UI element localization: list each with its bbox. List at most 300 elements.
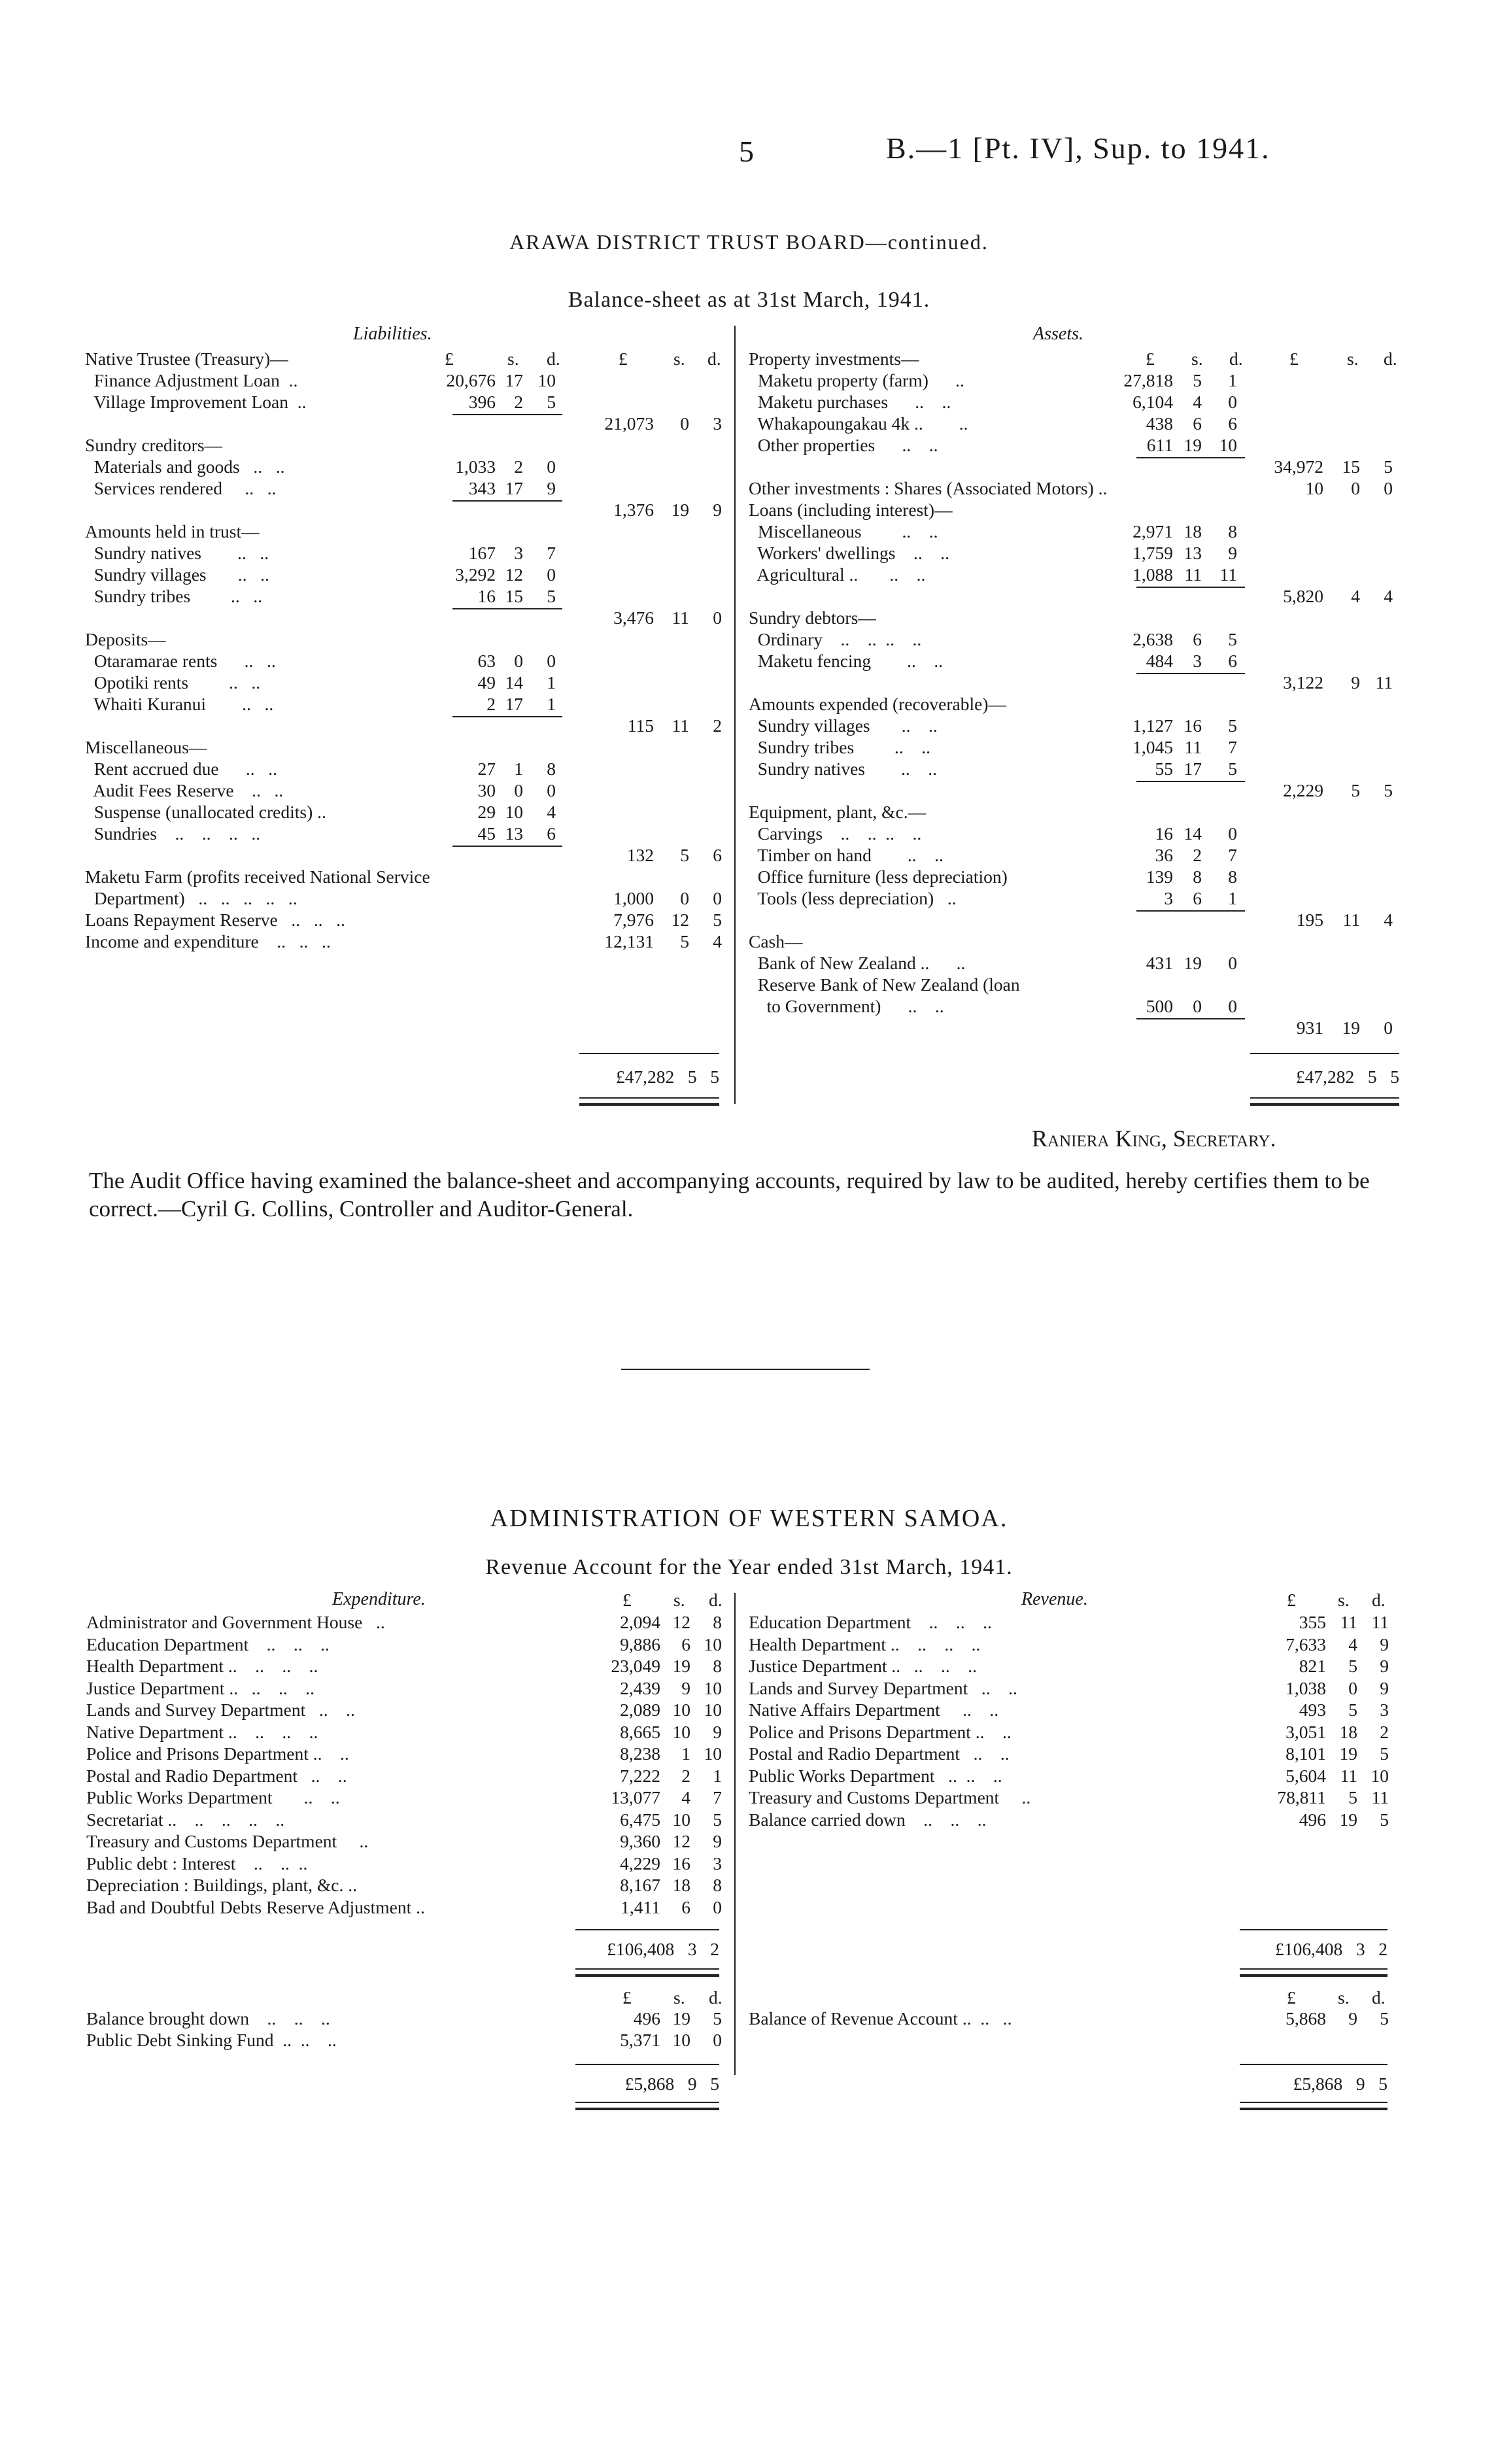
row-label: Sundry villages .. ..	[749, 715, 938, 736]
row-label: Materials and goods .. ..	[85, 456, 285, 477]
total-pounds: 2,229	[1283, 780, 1323, 800]
amount-pence: 10	[1370, 1765, 1389, 1786]
amount-pounds: 396	[468, 392, 496, 412]
amount-pounds: 1,045	[1132, 737, 1173, 757]
amount-pounds: 1,038	[1285, 1677, 1326, 1698]
row-label: Workers' dwellings .. ..	[749, 543, 949, 563]
amount-pounds: 1,127	[1132, 715, 1173, 736]
total-pounds: 931	[1296, 1018, 1323, 1038]
amount-pounds: 5,868	[1285, 2008, 1326, 2028]
amount-pence: 5	[1380, 2008, 1389, 2028]
total-shillings: 0	[680, 413, 689, 434]
amount-pounds: 2,638	[1132, 629, 1173, 649]
row-label: Native Affairs Department .. ..	[749, 1700, 999, 1720]
row-label: Maketu purchases .. ..	[749, 392, 951, 412]
amount-pounds: 63	[477, 651, 496, 671]
total-pence: 5	[1384, 780, 1393, 800]
row-label: Timber on hand .. ..	[749, 845, 944, 865]
amount-shillings: 17	[505, 478, 523, 498]
liabilities-total-double-rule	[579, 1097, 719, 1106]
row-label: Sundry natives .. ..	[85, 543, 269, 563]
total-pounds: 195	[1296, 910, 1323, 930]
row-label: Sundry tribes .. ..	[749, 737, 931, 757]
expenditure-heading: Expenditure.	[332, 1589, 426, 1609]
row-label: Public Works Department .. ..	[86, 1787, 340, 1807]
subtotal-rule	[452, 608, 562, 609]
row-label: Agricultural .. .. ..	[749, 564, 926, 585]
col-head-pence: d.	[709, 1987, 723, 2008]
row-label: Audit Fees Reserve .. ..	[85, 780, 284, 800]
amount-shillings: 12	[672, 1612, 690, 1632]
amount-pounds: 7,222	[620, 1765, 660, 1786]
revenue-heading: Revenue.	[1021, 1589, 1088, 1609]
amount-shillings: 17	[505, 694, 523, 714]
secretary-signature: Raniera King, Secretary.	[1032, 1125, 1276, 1152]
amount-shillings: 10	[672, 2030, 690, 2050]
row-label: Lands and Survey Department .. ..	[749, 1677, 1017, 1698]
amount-pounds: 611	[1146, 435, 1173, 455]
liabilities-heading: Liabilities.	[353, 324, 432, 344]
amount-pounds: 496	[1299, 1809, 1326, 1830]
amount-shillings: 16	[1183, 715, 1202, 736]
row-label: Suspense (unallocated credits) ..	[85, 802, 326, 822]
row-label: Education Department .. .. ..	[749, 1612, 992, 1632]
subtotal-rule	[1136, 1018, 1245, 1019]
total-pounds: 7,976	[613, 910, 654, 930]
amount-pence: 7	[1228, 845, 1237, 865]
total-shillings: 19	[1342, 1018, 1360, 1038]
row-label: Miscellaneous .. ..	[749, 521, 938, 541]
subtotal-rule	[1136, 910, 1245, 912]
total-shillings: 11	[672, 715, 689, 736]
row-label: Amounts held in trust—	[85, 521, 260, 541]
total-pounds: 1,376	[613, 500, 654, 520]
amount-shillings: 2	[1193, 845, 1202, 865]
amount-pence: 5	[1380, 1743, 1389, 1764]
row-label: Other properties .. ..	[749, 435, 938, 455]
amount-shillings: 2	[514, 456, 523, 477]
amount-pence: 0	[547, 564, 556, 585]
row-label: Finance Adjustment Loan ..	[85, 370, 298, 390]
amount-pounds: 343	[468, 478, 496, 498]
row-label: Postal and Radio Department .. ..	[86, 1765, 347, 1786]
amount-pence: 0	[1228, 823, 1237, 844]
amount-shillings: 3	[514, 543, 523, 563]
amount-pounds: 1,033	[455, 456, 496, 477]
amount-pence: 1	[713, 1765, 722, 1786]
page-reference: B.—1 [Pt. IV], Sup. to 1941.	[886, 131, 1270, 165]
amount-pounds: 8,167	[620, 1875, 660, 1895]
col-head-shilling: s.	[1347, 349, 1359, 369]
total-pence: 11	[1375, 672, 1393, 693]
amount-pence: 10	[704, 1634, 722, 1654]
amount-pence: 5	[547, 586, 556, 606]
col-head-pound: £	[619, 349, 628, 369]
total-pounds: 3,476	[613, 607, 654, 628]
amount-shillings: 19	[672, 1656, 690, 1676]
amount-shillings: 4	[1193, 392, 1202, 412]
amount-pence: 6	[1228, 413, 1237, 434]
amount-shillings: 12	[672, 1831, 690, 1851]
amount-pounds: 27	[477, 759, 496, 779]
amount-pounds: 45	[477, 823, 496, 844]
total-pence: 9	[713, 500, 722, 520]
row-label: Administrator and Government House ..	[86, 1612, 385, 1632]
row-label: Postal and Radio Department .. ..	[749, 1743, 1010, 1764]
amount-shillings: 18	[1339, 1721, 1357, 1742]
amount-pence: 2	[1380, 1721, 1389, 1742]
amount-shillings: 19	[672, 2008, 690, 2028]
amount-pence: 0	[1228, 996, 1237, 1016]
col-head-shilling: s.	[1338, 1987, 1350, 2008]
amount-pounds: 8,238	[620, 1743, 660, 1764]
total-shillings: 15	[1342, 456, 1360, 477]
total-shillings: 11	[672, 607, 689, 628]
amount-shillings: 4	[1348, 1634, 1357, 1654]
revenue-lower-total-rule	[1240, 2064, 1387, 2065]
total-pounds: 21,073	[604, 413, 654, 434]
total-pounds: 1,000	[613, 888, 654, 908]
total-pounds: 132	[626, 845, 654, 865]
col-head-pound: £	[1287, 1987, 1296, 2008]
amount-shillings: 10	[672, 1700, 690, 1720]
assets-total: £47,282 5 5	[1295, 1067, 1399, 1087]
row-label: Sundry natives .. ..	[749, 759, 937, 779]
amount-pence: 10	[704, 1743, 722, 1764]
amount-shillings: 13	[1183, 543, 1202, 563]
row-label: Police and Prisons Department .. ..	[86, 1743, 349, 1764]
amount-shillings: 6	[681, 1896, 690, 1917]
amount-shillings: 9	[681, 1677, 690, 1698]
row-label: Ordinary .. .. .. ..	[749, 629, 922, 649]
amount-pence: 10	[1219, 435, 1237, 455]
amount-pounds: 496	[633, 2008, 660, 2028]
amount-shillings: 6	[1193, 629, 1202, 649]
row-label: Sundries .. .. .. ..	[85, 823, 261, 844]
amount-pence: 5	[713, 2008, 722, 2028]
amount-pence: 0	[547, 780, 556, 800]
total-pounds: 115	[627, 715, 654, 736]
amount-pence: 0	[547, 651, 556, 671]
amount-pounds: 1,411	[621, 1896, 660, 1917]
total-shillings: 0	[680, 888, 689, 908]
amount-pence: 9	[713, 1721, 722, 1742]
amount-shillings: 6	[1193, 888, 1202, 908]
amount-pence: 9	[547, 478, 556, 498]
row-label: Amounts expended (recoverable)—	[749, 694, 1007, 714]
total-shillings: 9	[1351, 672, 1360, 693]
total-pounds: 34,972	[1274, 456, 1323, 477]
amount-pence: 1	[547, 694, 556, 714]
samoa-title: ADMINISTRATION OF WESTERN SAMOA.	[490, 1505, 1008, 1532]
total-pence: 4	[1384, 910, 1393, 930]
balance-sheet-divider	[734, 326, 736, 1104]
section-separator	[621, 1369, 870, 1370]
amount-pounds: 2,439	[620, 1677, 660, 1698]
total-pence: 0	[1384, 478, 1393, 498]
amount-pence: 5	[1228, 759, 1237, 779]
amount-shillings: 2	[514, 392, 523, 412]
liabilities-total: £47,282 5 5	[615, 1067, 719, 1087]
row-label: Bad and Doubtful Debts Reserve Adjustment ..	[86, 1896, 425, 1917]
expenditure-total-rule	[575, 1929, 719, 1930]
amount-pence: 9	[1380, 1656, 1389, 1676]
row-label: Health Department .. .. .. ..	[749, 1634, 981, 1654]
arawa-title: ARAWA DISTRICT TRUST BOARD—continued.	[509, 230, 989, 254]
amount-pounds: 4,229	[620, 1853, 660, 1874]
subtotal-rule	[452, 716, 562, 717]
amount-pence: 8	[713, 1612, 722, 1632]
amount-pounds: 16	[477, 586, 496, 606]
amount-pence: 7	[1228, 737, 1237, 757]
subtotal-rule	[1136, 781, 1245, 782]
subtotal-rule	[1136, 673, 1245, 674]
total-pence: 0	[713, 607, 722, 628]
row-label: Deposits—	[85, 629, 166, 649]
amount-pounds: 9,886	[620, 1634, 660, 1654]
amount-pounds: 16	[1155, 823, 1173, 844]
amount-shillings: 5	[1193, 370, 1202, 390]
amount-pounds: 9,360	[620, 1831, 660, 1851]
amount-shillings: 19	[1339, 1809, 1357, 1830]
amount-pounds: 2	[486, 694, 496, 714]
row-label: Treasury and Customs Department ..	[86, 1831, 369, 1851]
col-head-shilling: s.	[1338, 1590, 1350, 1610]
row-label: Otaramarae rents .. ..	[85, 651, 276, 671]
total-shillings: 0	[1351, 478, 1360, 498]
amount-pence: 0	[713, 1896, 722, 1917]
subtotal-rule	[452, 414, 562, 415]
row-label: Balance of Revenue Account .. .. ..	[749, 2008, 1012, 2028]
row-label: Bank of New Zealand .. ..	[749, 953, 966, 973]
amount-pounds: 3	[1164, 888, 1173, 908]
row-label: Native Trustee (Treasury)—	[85, 349, 288, 369]
total-pence: 4	[713, 931, 722, 951]
audit-certificate: The Audit Office having examined the balance-sheet and accompanying accounts, required by law to be audited, hereby certifies them to be correct.—Cyril G. Collins, Controller and Auditor-General.	[89, 1168, 1370, 1222]
amount-pounds: 27,818	[1123, 370, 1173, 390]
amount-pence: 6	[547, 823, 556, 844]
col-head-pence: d.	[709, 1590, 723, 1610]
row-label: Opotiki rents .. ..	[85, 672, 261, 693]
col-head-shilling: s.	[673, 349, 685, 369]
amount-pounds: 8,101	[1285, 1743, 1326, 1764]
amount-shillings: 9	[1348, 2008, 1357, 2028]
amount-shillings: 14	[505, 672, 523, 693]
total-shillings: 5	[680, 845, 689, 865]
amount-shillings: 10	[505, 802, 523, 822]
amount-pence: 8	[547, 759, 556, 779]
amount-pounds: 821	[1299, 1656, 1326, 1676]
amount-pence: 11	[1219, 564, 1237, 585]
amount-shillings: 1	[681, 1743, 690, 1764]
amount-shillings: 19	[1339, 1743, 1357, 1764]
row-label: Tools (less depreciation) ..	[749, 888, 957, 908]
amount-pounds: 5,604	[1285, 1765, 1326, 1786]
amount-pence: 0	[1228, 392, 1237, 412]
row-label: Maketu Farm (profits received National Service	[85, 866, 430, 887]
samoa-subtitle: Revenue Account for the Year ended 31st March, 1941.	[485, 1555, 1013, 1579]
liabilities-total-rule	[579, 1053, 719, 1054]
amount-pence: 11	[1371, 1612, 1389, 1632]
revenue-total-double-rule	[1240, 1968, 1387, 1977]
subtotal-rule	[1136, 457, 1245, 458]
row-label: Police and Prisons Department .. ..	[749, 1721, 1012, 1742]
amount-pounds: 13,077	[611, 1787, 660, 1807]
col-head-pence: d.	[1229, 349, 1243, 369]
amount-pounds: 1,088	[1132, 564, 1173, 585]
row-label: Village Improvement Loan ..	[85, 392, 307, 412]
row-label: Maketu fencing .. ..	[749, 651, 944, 671]
col-head-pence: d.	[707, 349, 721, 369]
amount-shillings: 11	[1340, 1765, 1357, 1786]
row-label: Secretariat .. .. .. .. ..	[86, 1809, 285, 1830]
amount-pence: 7	[547, 543, 556, 563]
amount-pounds: 139	[1146, 866, 1173, 887]
row-label: Maketu property (farm) ..	[749, 370, 964, 390]
amount-pence: 7	[713, 1787, 722, 1807]
amount-shillings: 17	[1183, 759, 1202, 779]
amount-shillings: 0	[1193, 996, 1202, 1016]
amount-pounds: 78,811	[1277, 1787, 1326, 1807]
row-label: Whakapoungakau 4k .. ..	[749, 413, 968, 434]
amount-pence: 9	[1380, 1677, 1389, 1698]
amount-shillings: 19	[1183, 435, 1202, 455]
total-pence: 5	[1384, 456, 1393, 477]
amount-pounds: 3,292	[455, 564, 496, 585]
row-label: Sundry villages .. ..	[85, 564, 269, 585]
amount-pounds: 484	[1146, 651, 1173, 671]
amount-pounds: 2,971	[1132, 521, 1173, 541]
row-label: Sundry creditors—	[85, 435, 223, 455]
amount-shillings: 5	[1348, 1787, 1357, 1807]
revenue-total: £106,408 3 2	[1275, 1939, 1387, 1959]
amount-pence: 0	[1228, 953, 1237, 973]
total-shillings: 11	[1342, 910, 1360, 930]
total-pence: 4	[1384, 586, 1393, 606]
revenue-lower-double-rule	[1240, 2102, 1387, 2110]
amount-pence: 9	[1380, 1634, 1389, 1654]
col-head-shilling: s.	[673, 1987, 685, 2008]
total-pounds: 12,131	[604, 931, 654, 951]
amount-pence: 5	[547, 392, 556, 412]
total-shillings: 5	[1351, 780, 1360, 800]
amount-pence: 1	[547, 672, 556, 693]
row-label: Department) .. .. .. .. ..	[85, 888, 298, 908]
row-label: Services rendered .. ..	[85, 478, 277, 498]
amount-pounds: 49	[477, 672, 496, 693]
row-label: Justice Department .. .. .. ..	[86, 1677, 315, 1698]
amount-pence: 0	[547, 456, 556, 477]
col-head-pence: d.	[1372, 1987, 1386, 2008]
amount-pence: 8	[1228, 866, 1237, 887]
total-pence: 0	[713, 888, 722, 908]
revenue-total-rule	[1240, 1929, 1387, 1930]
amount-pence: 8	[1228, 521, 1237, 541]
col-head-pence: d.	[547, 349, 560, 369]
col-head-pound: £	[622, 1590, 632, 1610]
amount-shillings: 2	[681, 1765, 690, 1786]
amount-shillings: 11	[1340, 1612, 1357, 1632]
row-label: Balance carried down .. .. ..	[749, 1809, 987, 1830]
amount-shillings: 15	[505, 586, 523, 606]
amount-shillings: 1	[514, 759, 523, 779]
amount-shillings: 6	[1193, 413, 1202, 434]
amount-pounds: 36	[1155, 845, 1173, 865]
total-pence: 6	[713, 845, 722, 865]
amount-pence: 1	[1228, 888, 1237, 908]
amount-shillings: 5	[1348, 1656, 1357, 1676]
row-label: Public debt : Interest .. .. ..	[86, 1853, 308, 1874]
amount-pence: 5	[1228, 629, 1237, 649]
amount-shillings: 4	[681, 1787, 690, 1807]
amount-pounds: 6,475	[620, 1809, 660, 1830]
total-pounds: 5,820	[1283, 586, 1323, 606]
amount-pence: 9	[1228, 543, 1237, 563]
subtotal-rule	[452, 846, 562, 847]
row-label: to Government) .. ..	[749, 996, 944, 1016]
col-head-pence: d.	[1372, 1590, 1386, 1610]
row-label: Rent accrued due .. ..	[85, 759, 278, 779]
total-shillings: 5	[680, 931, 689, 951]
amount-shillings: 14	[1183, 823, 1202, 844]
expenditure-total-double-rule	[575, 1968, 719, 1977]
amount-shillings: 6	[681, 1634, 690, 1654]
row-label: Miscellaneous—	[85, 737, 207, 757]
col-head-shilling: s.	[673, 1590, 685, 1610]
amount-pounds: 23,049	[611, 1656, 660, 1676]
revenue-account-divider	[734, 1593, 736, 2075]
row-label: Other investments : Shares (Associated Motors) ..	[749, 478, 1108, 498]
row-label: Loans (including interest)—	[749, 500, 953, 520]
total-pounds: 3,122	[1283, 672, 1323, 693]
amount-pence: 8	[713, 1875, 722, 1895]
row-label: Equipment, plant, &c.—	[749, 802, 927, 822]
revenue-lower-total: £5,868 9 5	[1293, 2074, 1387, 2094]
col-head-pound: £	[1146, 349, 1155, 369]
amount-pence: 9	[713, 1831, 722, 1851]
amount-shillings: 18	[1183, 521, 1202, 541]
total-pence: 0	[1384, 1018, 1393, 1038]
row-label: Property investments—	[749, 349, 919, 369]
assets-total-double-rule	[1250, 1097, 1399, 1106]
row-label: Public Works Department .. .. ..	[749, 1765, 1002, 1786]
total-pence: 5	[713, 910, 722, 930]
assets-heading: Assets.	[1033, 324, 1083, 344]
amount-pounds: 431	[1146, 953, 1173, 973]
amount-pounds: 5,371	[620, 2030, 660, 2050]
amount-pounds: 438	[1146, 413, 1173, 434]
amount-pounds: 500	[1146, 996, 1173, 1016]
amount-pounds: 30	[477, 780, 496, 800]
amount-pence: 3	[1380, 1700, 1389, 1720]
col-head-pound: £	[445, 349, 454, 369]
row-label: Sundry tribes .. ..	[85, 586, 263, 606]
amount-shillings: 18	[672, 1875, 690, 1895]
total-pence: 2	[713, 715, 722, 736]
amount-shillings: 11	[1184, 737, 1202, 757]
amount-pence: 3	[713, 1853, 722, 1874]
amount-pounds: 167	[468, 543, 496, 563]
amount-pounds: 7,633	[1285, 1634, 1326, 1654]
row-label: Education Department .. .. ..	[86, 1634, 330, 1654]
row-label: Lands and Survey Department .. ..	[86, 1700, 355, 1720]
col-head-pence: d.	[1384, 349, 1397, 369]
row-label: Reserve Bank of New Zealand (loan	[749, 974, 1020, 995]
row-label: Native Department .. .. .. ..	[86, 1721, 318, 1742]
subtotal-rule	[452, 500, 562, 502]
amount-pence: 5	[1228, 715, 1237, 736]
expenditure-total: £106,408 3 2	[607, 1939, 719, 1959]
